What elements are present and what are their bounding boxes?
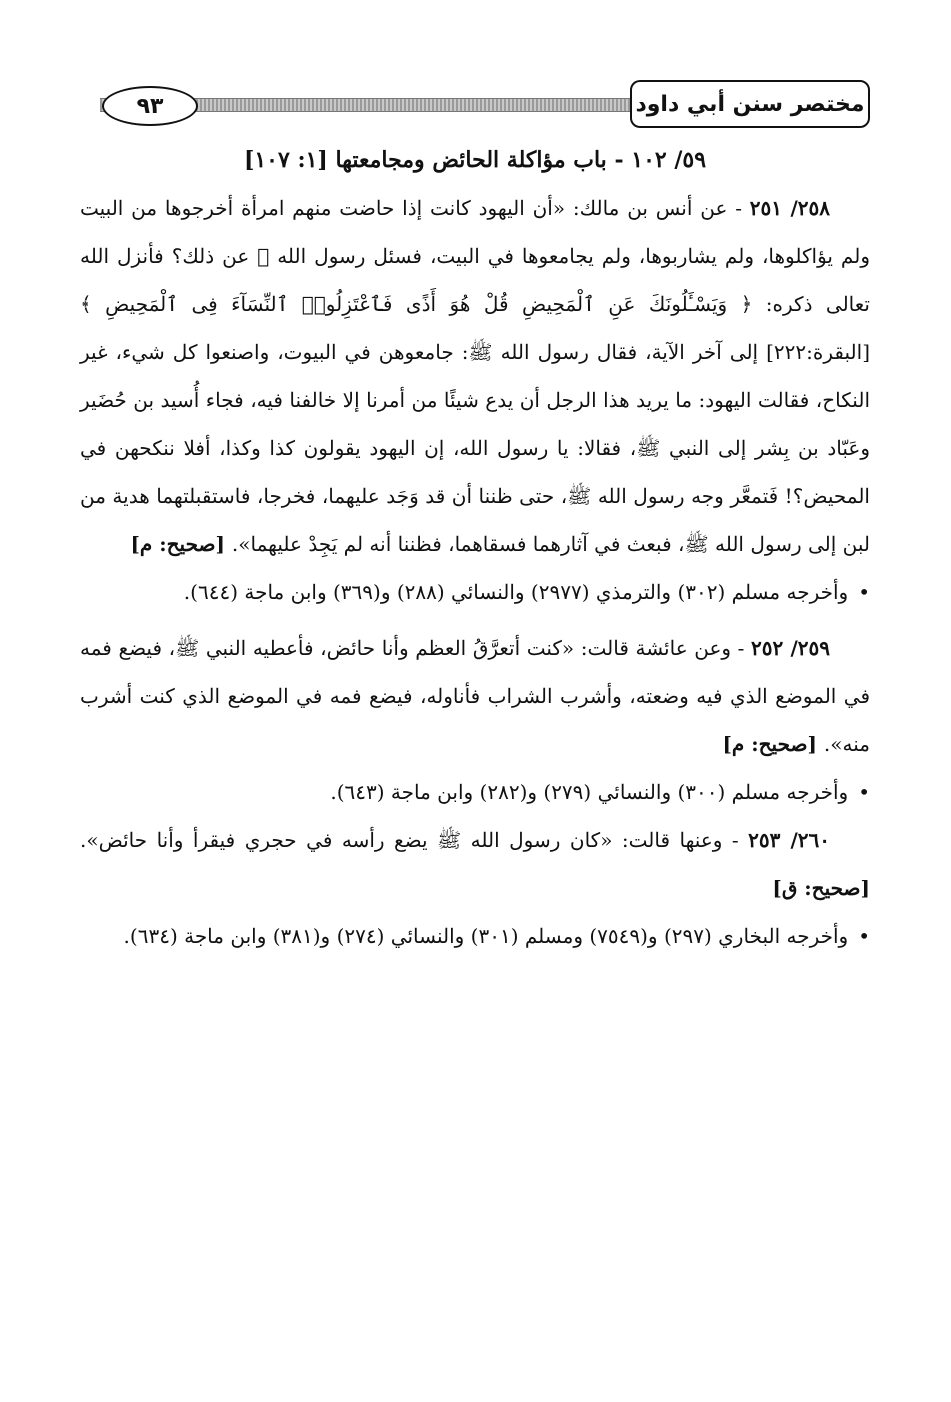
hadith-number: ٢٥٩/ ٢٥٢	[751, 636, 830, 660]
takhrij-note: • وأخرجه البخاري (٢٩٧) و(٧٥٤٩) ومسلم (٣٠١) والنسائي (٢٧٤) و(٣٨١) وابن ماجة (٦٣٤).	[80, 912, 870, 960]
hadith-grade: [صحيح: م]	[722, 732, 824, 756]
page-content	[80, 140, 870, 960]
spacer	[80, 616, 870, 624]
hadith-text: - وعنها قالت: «كان رسول الله ﷺ يضع رأسه في حجري فيقرأ وأنا حائض».	[80, 828, 749, 852]
hadith-entry	[80, 184, 870, 568]
hadith-text: - عن أنس بن مالك: «أن اليهود كانت إذا حاضت منهم امرأة أخرجوها من البيت ولم يؤاكلوها، ولم يشاربوها، ولم يجامعوها في البيت، فسئل رسول الله ﷺ عن ذلك؟ فأنزل الله تعالى ذكره: ﴿ وَيَسْـَٔلُونَكَ عَنِ ٱلْمَحِيضِ قُلْ هُوَ أَذًى فَٱعْتَزِلُوا۟ ٱلنِّسَآءَ فِى ٱلْمَحِيضِ ﴾ [البقرة:٢٢٢] إلى آخر الآية، فقال رسول الله ﷺ: جامعوهن في البيوت، واصنعوا كل شيء، غير النكاح، فقالت اليهود: ما يريد هذا الرجل أن يدع شيئًا من أمرنا إلا خالفنا فيه، فجاء أُسيد بن حُضَير وعَبّاد بن بِشر إلى النبي ﷺ، فقالا: يا رسول الله، إن اليهود يقولون كذا وكذا، أفلا ننكحهن في المحيض؟! فَتمعَّر وجه رسول الله ﷺ، حتى ظننا أن قد وَجَد عليهما، فخرجا، فاستقبلتهما هدية من لبن إلى رسول الله ﷺ، فبعث في آثارهما فسقاهما، فظننا أنه لم يَجِدْ عليهما».	[80, 196, 870, 556]
hadith-entry	[80, 624, 870, 768]
takhrij-note: • وأخرجه مسلم (٣٠٢) والترمذي (٢٩٧٧) والنسائي (٢٨٨) و(٣٦٩) وابن ماجة (٦٤٤).	[80, 568, 870, 616]
page-number: ٩٣	[102, 86, 198, 126]
hadith-number: ٢٦٠/ ٢٥٣	[748, 828, 830, 852]
hadith-number: ٢٥٨/ ٢٥١	[749, 196, 830, 220]
running-book-title: مختصر سنن أبي داود	[630, 80, 870, 128]
hadith-entry	[80, 816, 870, 912]
takhrij-note: • وأخرجه مسلم (٣٠٠) والنسائي (٢٧٩) و(٢٨٢) وابن ماجة (٦٤٣).	[80, 768, 870, 816]
hadith-text: - وعن عائشة قالت: «كنت أتعرَّقُ العظم وأنا حائض، فأعطيه النبي ﷺ، فيضع فمه في الموضع الذي فيه وضعته، وأشرب الشراب فأناوله، فيضع فمه في الموضع الذي كنت أشرب منه».	[80, 636, 870, 756]
hadith-grade: [صحيح: م]	[130, 532, 232, 556]
chapter-title: ٥٩/ ١٠٢ - باب مؤاكلة الحائض ومجامعتها [١: ١٠٧]	[243, 147, 707, 173]
page-header	[80, 80, 870, 130]
hadith-grade: [صحيح: ق]	[772, 876, 870, 900]
